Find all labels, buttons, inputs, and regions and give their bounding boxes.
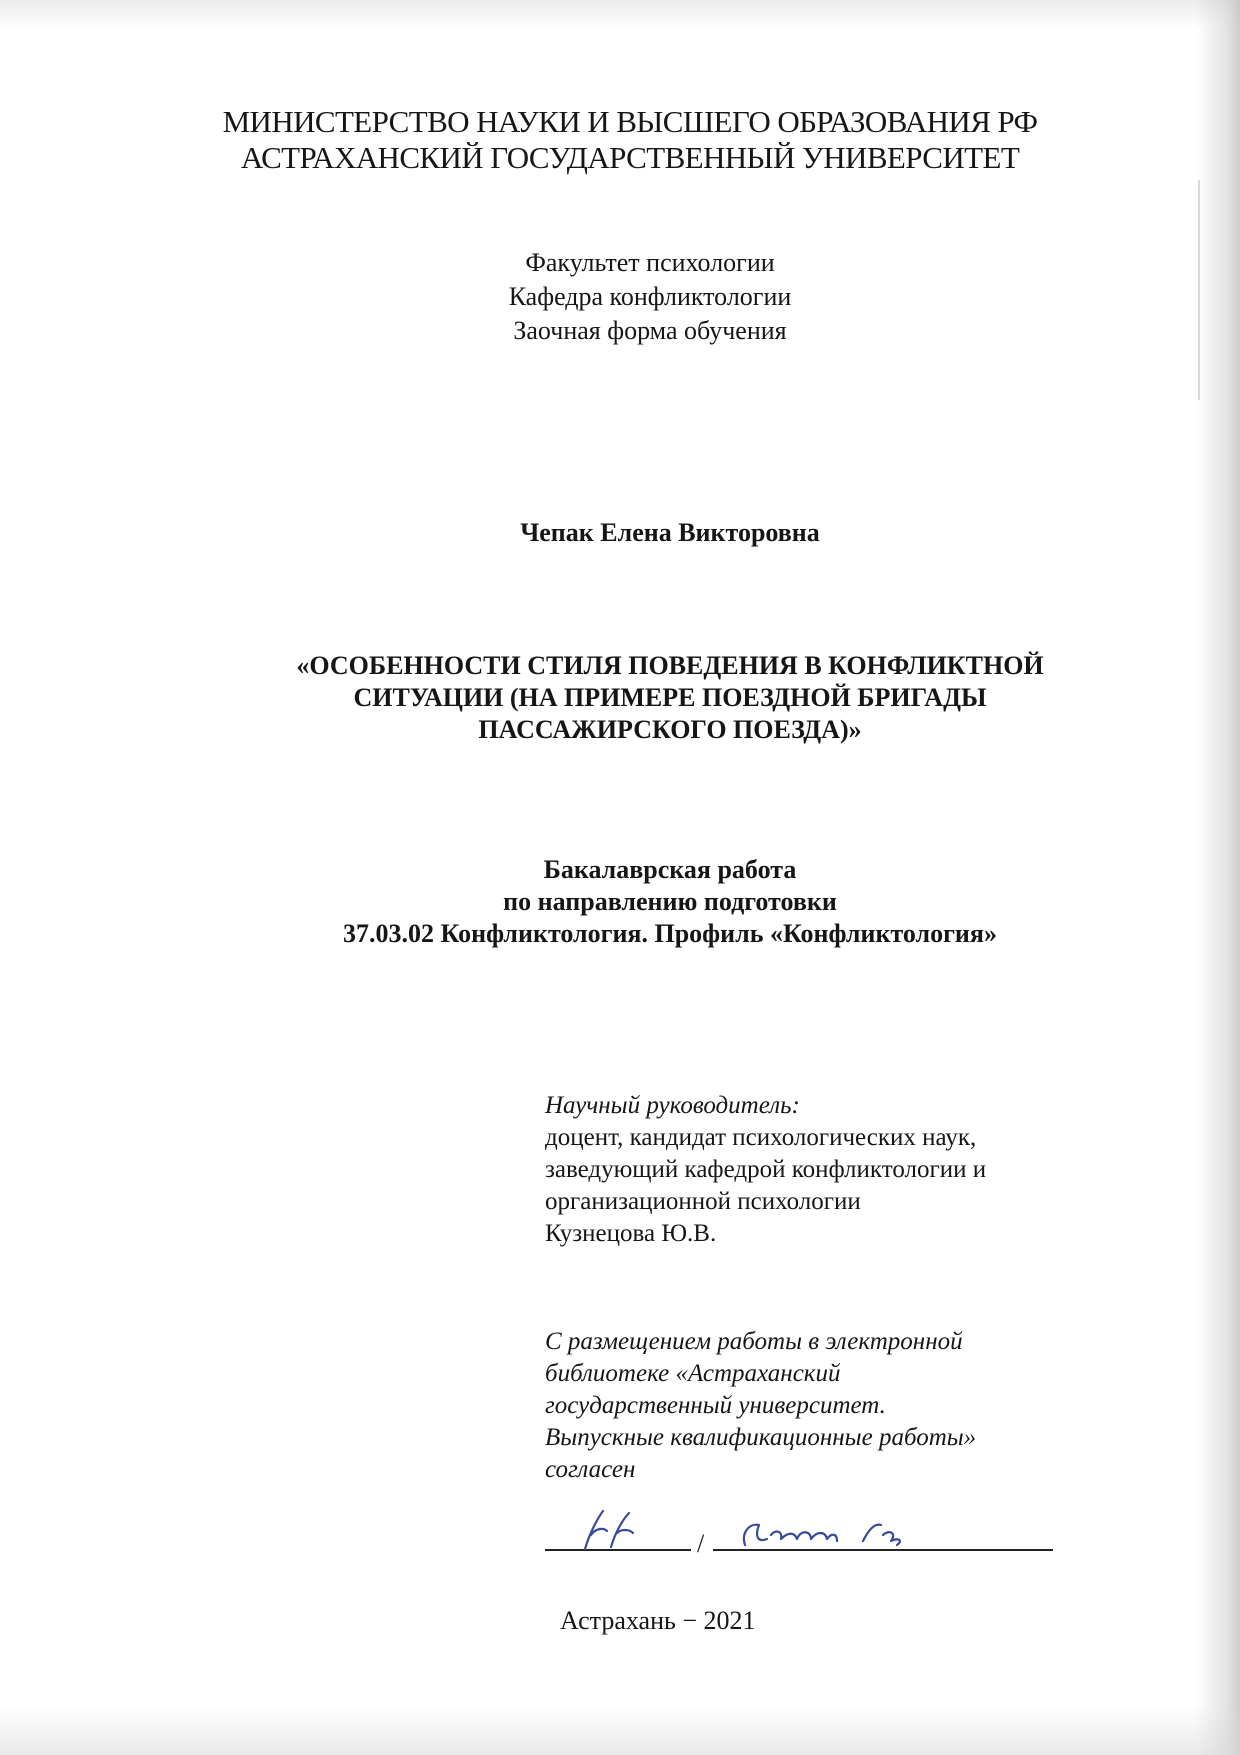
faculty-block: [420, 246, 880, 348]
consent-line-4: Выпускные квалификационные работы»: [545, 1424, 977, 1451]
thesis-title-line-1: «ОСОБЕННОСТИ СТИЛЯ ПОВЕДЕНИЯ В КОНФЛИКТНОЙ: [296, 651, 1044, 680]
consent-line-2: библиотеке «Астраханский: [545, 1360, 841, 1387]
handwritten-signature: [545, 1505, 1055, 1565]
supervisor-label: Научный руководитель:: [545, 1092, 800, 1119]
signature-row: [545, 1505, 1055, 1565]
institution-header: [200, 104, 1060, 176]
consent-line-1: С размещением работы в электронной: [545, 1328, 963, 1355]
consent-line-5: согласен: [545, 1456, 636, 1483]
handwritten-name: [744, 1525, 900, 1545]
scan-shadow-top: [0, 0, 1240, 28]
scan-shadow-right: [1196, 0, 1240, 1755]
thesis-title-line-3: ПАССАЖИРСКОГО ПОЕЗДА)»: [478, 715, 862, 744]
study-form: Заочная форма обучения: [513, 316, 787, 345]
faculty-name: Факультет психологии: [525, 248, 775, 277]
author-name: Чепак Елена Викторовна: [520, 518, 820, 547]
consent-line-3: государственный университет.: [545, 1392, 886, 1419]
thesis-title: [230, 650, 1110, 746]
university-name: АСТРАХАНСКИЙ ГОСУДАРСТВЕННЫЙ УНИВЕРСИТЕТ: [240, 140, 1020, 175]
supervisor-title-3: организационной психологии: [545, 1188, 861, 1215]
direction-label: по направлению подготовки: [503, 887, 837, 916]
paper-crease: [1198, 180, 1200, 400]
ministry-name: МИНИСТЕРСТВО НАУКИ И ВЫСШЕГО ОБРАЗОВАНИЯ РФ: [222, 104, 1038, 139]
supervisor-title-1: доцент, кандидат психологических наук,: [545, 1124, 977, 1151]
department-name: Кафедра конфликтологии: [508, 282, 792, 311]
signature-mark: [585, 1511, 633, 1549]
work-type-block: [270, 854, 1070, 950]
scan-shadow-bottom: [0, 1705, 1240, 1755]
supervisor-title-2: заведующий кафедрой конфликтологии и: [545, 1156, 987, 1183]
signature-separator: /: [697, 1529, 705, 1558]
city-year: Астрахань − 2021: [560, 1606, 756, 1635]
supervisor-name: Кузнецова Ю.В.: [545, 1220, 717, 1247]
thesis-title-line-2: СИТУАЦИИ (НА ПРИМЕРЕ ПОЕЗДНОЙ БРИГАДЫ: [353, 683, 987, 712]
supervisor-block: [545, 1090, 1105, 1250]
work-type: Бакалаврская работа: [543, 855, 797, 884]
direction-code: 37.03.02 Конфликтология. Профиль «Конфликтология»: [343, 919, 997, 948]
library-consent-block: [545, 1326, 1105, 1486]
